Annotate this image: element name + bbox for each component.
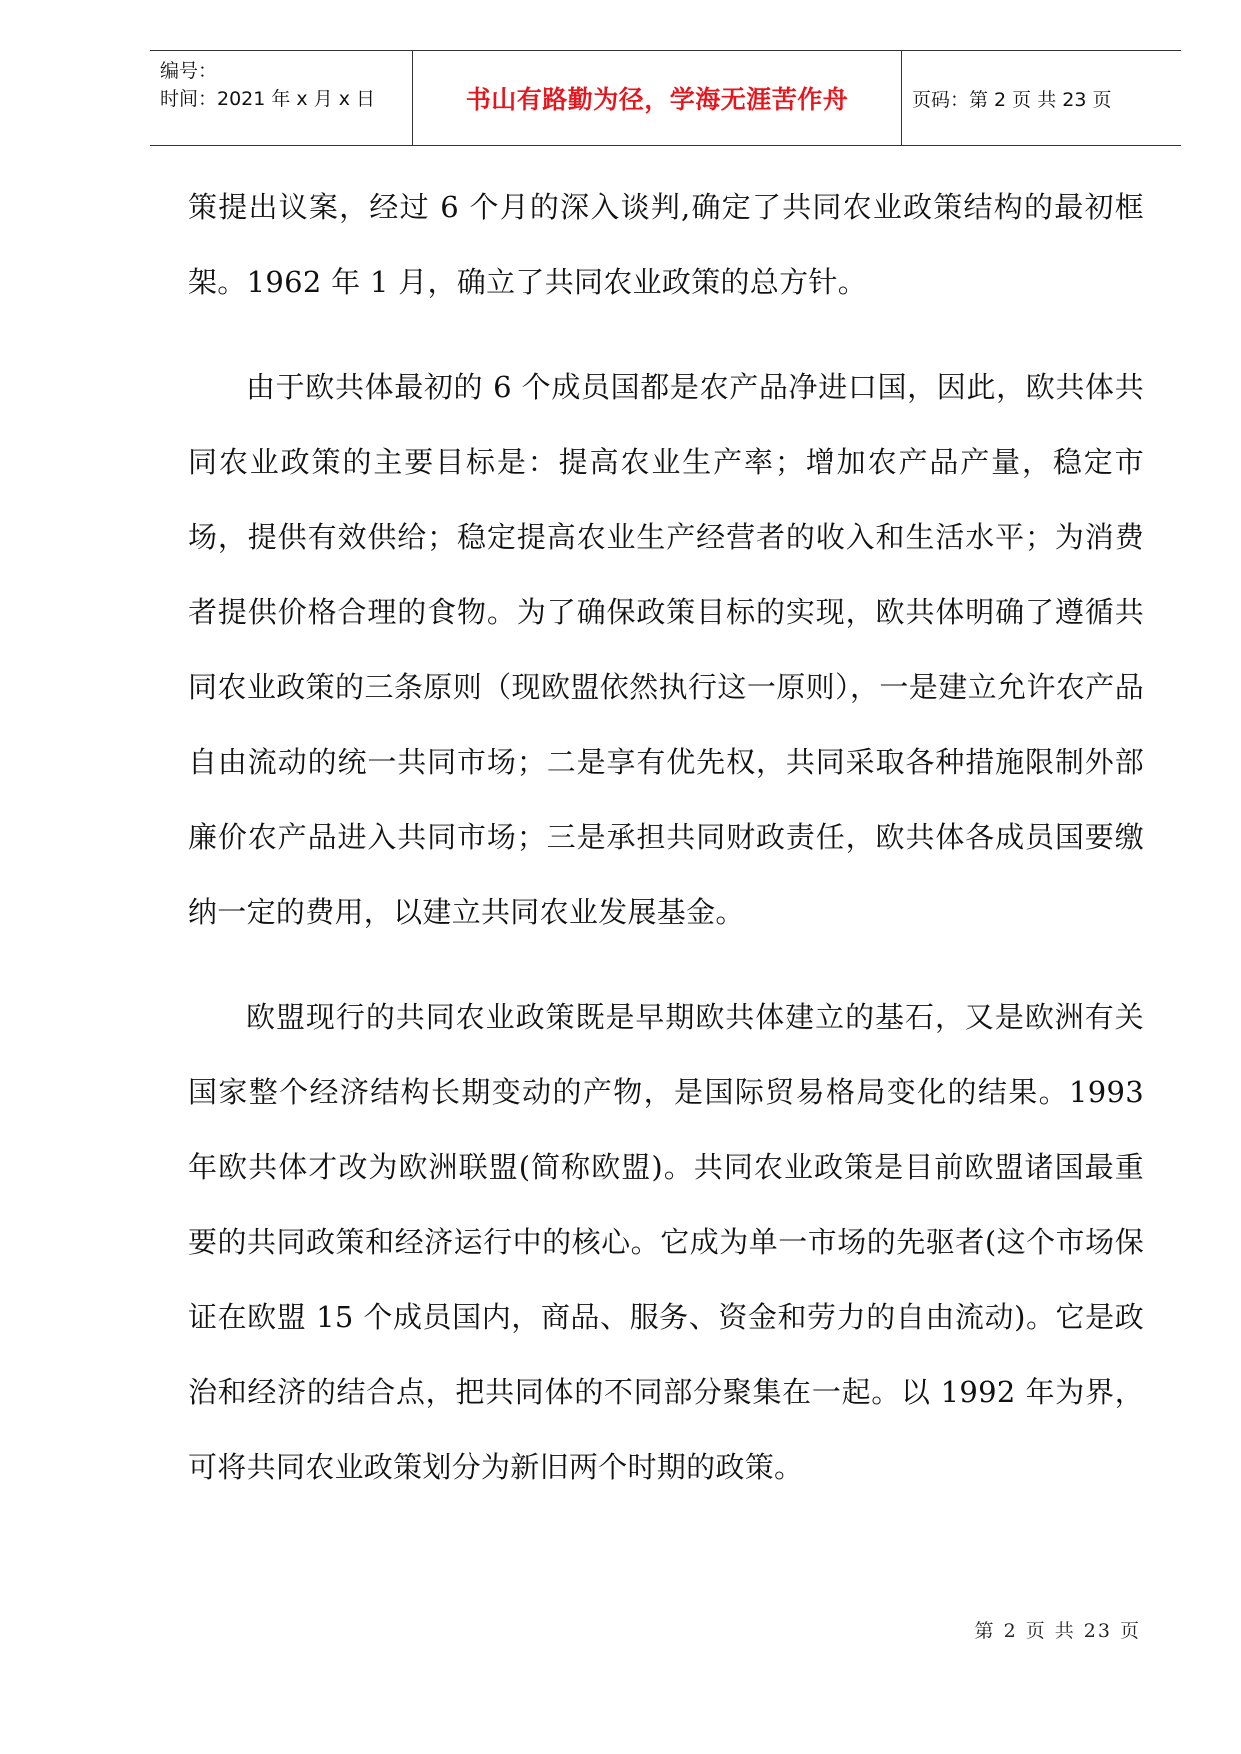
header-meta-cell [150, 51, 412, 145]
header-page-number: 页码：第 2 页 共 23 页 [912, 88, 1112, 111]
page-footer [0, 1616, 1241, 1643]
paragraph: 欧盟现行的共同农业政策既是早期欧共体建立的基石，又是欧洲有关国家整个经济结构长期变动的产物，是国际贸易格局变化的结果。1993 年欧共体才改为欧洲联盟(简称欧盟)。共同农业政策是目前欧盟诸国最重要的共同政策和经济运行中的核心。它成为单一市场的先驱者(这个市场保证在欧盟 15 个成员国内，商品、服务、资金和劳力的自由流动)。它是政治和经济的结合点，把共同体的不同部分聚集在一起。以 1992 年为界，可将共同农业政策划分为新旧两个时期的政策。 [188, 1000, 1144, 1484]
motto-text: 书山有路勤为径，学海无涯苦作舟 [465, 85, 849, 114]
date-label: 时间：2021 年 x 月 x 日 [160, 88, 376, 110]
header-motto-cell [412, 51, 902, 145]
serial-number-label: 编号： [160, 60, 218, 82]
footer-page-number: 第 2 页 共 23 页 [974, 1620, 1141, 1642]
document-body [188, 170, 1144, 1505]
page-header [150, 50, 1181, 146]
paragraph: 由于欧共体最初的 6 个成员国都是农产品净进口国，因此，欧共体共同农业政策的主要目标是：提高农业生产率；增加农产品产量，稳定市场，提供有效供给；稳定提高农业生产经营者的收入和生活水平；为消费者提供价格合理的食物。为了确保政策目标的实现，欧共体明确了遵循共同农业政策的三条原则（现欧盟依然执行这一原则），一是建立允许农产品自由流动的统一共同市场；二是享有优先权，共同采取各种措施限制外部廉价农产品进入共同市场；三是承担共同财政责任，欧共体各成员国要缴纳一定的费用，以建立共同农业发展基金。 [188, 370, 1144, 929]
header-page-cell [902, 51, 1181, 145]
paragraph-continued: 策提出议案，经过 6 个月的深入谈判,确定了共同农业政策结构的最初框架。1962 年 1 月，确立了共同农业政策的总方针。 [188, 190, 1144, 299]
